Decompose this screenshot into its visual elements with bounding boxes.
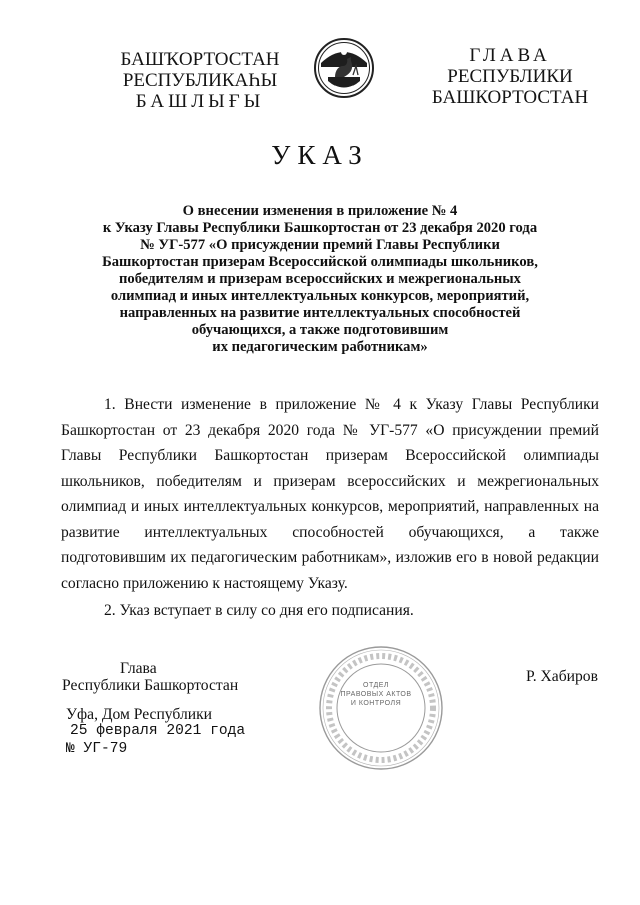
header-right-line-2: РЕСПУБЛИКИ xyxy=(447,66,573,87)
header-left-line-3: БАШЛЫҒЫ xyxy=(135,91,265,112)
paragraph-2: 2. Указ вступает в силу со дня его подписания. xyxy=(104,602,414,619)
header-left-line-2: РЕСПУБЛИКАҺЫ xyxy=(122,70,278,91)
stamp-inner-text xyxy=(336,681,416,708)
heading-line: победителям и призерам всероссийских и межрегиональных xyxy=(119,271,521,287)
heading-line: № УГ-577 «О присуждении премий Главы Республики xyxy=(140,237,500,253)
document-body xyxy=(61,392,599,624)
stamp-line: ОТДЕЛ xyxy=(363,682,389,689)
signatory-name: Р. Хабиров xyxy=(526,668,598,685)
signatory-title-line-2: Республики Башкортостан xyxy=(62,677,239,694)
header-right-line-3: БАШКОРТОСТАН xyxy=(431,87,589,108)
heading-line: олимпиад и иных интеллектуальных конкурсов, мероприятий, xyxy=(110,288,530,304)
heading-line: Башкортостан призерам Всероссийской олимпиады школьников, xyxy=(102,254,538,270)
heading-line: к Указу Главы Республики Башкортостан от 23 декабря 2020 года xyxy=(102,220,538,236)
document-heading xyxy=(60,203,580,356)
decree-number: № УГ-79 xyxy=(66,741,128,757)
issue-place: Уфа, Дом Республики xyxy=(66,706,212,723)
heading-line: О внесении изменения в приложение № 4 xyxy=(182,203,458,219)
stamp-line: ПРАВОВЫХ АКТОВ xyxy=(340,691,412,698)
coat-of-arms-icon xyxy=(313,37,375,99)
document-type-title: УКАЗ xyxy=(271,140,369,170)
issue-date: 25 февраля 2021 года xyxy=(70,723,246,739)
signatory-title-line-1: Глава xyxy=(120,660,157,677)
paragraph-1: 1. Внести изменение в приложение № 4 к Указу Главы Республики Башкортостан от 23 декабря 2020 года № УГ-577 «О присуждении премий Главы Республики Башкортостан призерам Всероссийской олимпиады школьников, победителям и призерам всероссийских и межрегиональных олимпиад и иных интеллектуальных конкурсов, мероприятий, направленных на развитие интеллектуальных способностей обучающихся, а также подготовившим их педагогическим работникам», изложив его в новой редакции согласно приложению к настоящему Указу. xyxy=(61,396,599,592)
header-right-line-1: ГЛАВА xyxy=(469,45,551,66)
header-russian-title xyxy=(410,45,610,108)
heading-line: направленных на развитие интеллектуальных способностей xyxy=(119,305,521,321)
header-bashkir-title xyxy=(100,49,300,112)
heading-line: их педагогическим работникам» xyxy=(212,339,428,355)
official-stamp-icon xyxy=(317,644,445,772)
header-left-line-1: БАШҠОРТОСТАН xyxy=(120,49,280,70)
stamp-line: И КОНТРОЛЯ xyxy=(350,700,402,707)
heading-line: обучающихся, а также подготовившим xyxy=(191,322,449,338)
